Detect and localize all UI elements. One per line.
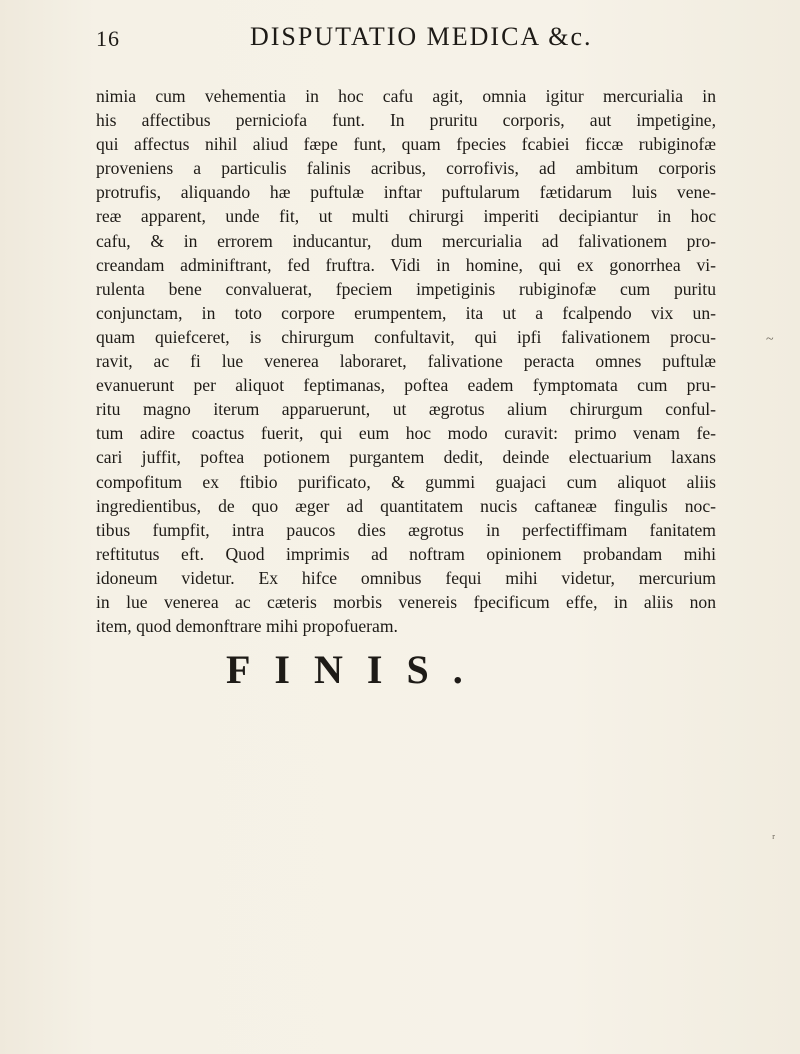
- text-line: proveniens a particulis falinis acribus, corrofivis, ad ambitum corporis: [96, 158, 716, 179]
- paper-speck: ʳ: [772, 832, 776, 847]
- text-line: ravit, ac fi lue venerea laboraret, falivatione peracta omnes puftulæ: [96, 351, 716, 372]
- text-line: item, quod demonftrare mihi propofueram.: [96, 616, 398, 637]
- page-header: [0, 14, 800, 54]
- text-line: quam quiefceret, is chirurgum confultavit, qui ipfi falivationem procu-: [96, 326, 716, 347]
- text-line: ingredientibus, de quo æger ad quantitatem nucis caftaneæ fingulis noc-: [96, 495, 716, 516]
- text-line: in lue venerea ac cæteris morbis venereis fpecificum effe, in aliis non: [96, 591, 716, 612]
- text-line: tibus fumpfit, intra paucos dies ægrotus in perfectiffimam fanitatem: [96, 519, 716, 540]
- text-line: qui affectus nihil aliud fæpe funt, quam fpecies fcabiei ficcæ rubiginofæ: [96, 134, 716, 155]
- body-paragraph: [96, 84, 716, 638]
- running-head: DISPUTATIO MEDICA &c.: [250, 22, 593, 51]
- text-line: creandam adminiftrant, fed fruftra. Vidi in homine, qui ex gonorrhea vi-: [96, 254, 716, 275]
- text-line: ritu magno iterum apparuerunt, ut ægrotus alium chirurgum conful-: [96, 399, 716, 420]
- text-line: reftitutus eft. Quod imprimis ad noftram opinionem probandam mihi: [96, 543, 716, 564]
- text-line: reæ apparent, unde fit, ut multi chirurgi imperiti decipiantur in hoc: [96, 206, 716, 227]
- text-line: idoneum videtur. Ex hifce omnibus fequi mihi videtur, mercurium: [96, 567, 716, 588]
- page-number: 16: [96, 26, 120, 51]
- text-line: compofitum ex ftibio purificato, & gummi guajaci cum aliquot aliis: [96, 471, 716, 492]
- text-line: evanuerunt per aliquot feptimanas, poftea eadem fymptomata cum pru-: [96, 375, 716, 396]
- text-line: cari juffit, poftea potionem purgantem dedit, deinde electuarium laxans: [96, 447, 716, 468]
- text-line: tum adire coactus fuerit, qui eum hoc modo curavit: primo venam fe-: [96, 423, 716, 444]
- finis-heading: FINIS.: [226, 647, 487, 692]
- text-line: conjunctam, in toto corpore erumpentem, ita ut a fcalpendo vix un-: [96, 302, 716, 323]
- text-line: rulenta bene convaluerat, fpeciem impetiginis rubiginofæ cum puritu: [96, 278, 716, 299]
- text-line: protrufis, aliquando hæ puftulæ inftar puftularum fætidarum luis vene-: [96, 182, 716, 203]
- text-line: his affectibus perniciofa funt. In pruritu corporis, aut impetigine,: [96, 110, 716, 131]
- text-line: cafu, & in errorem inducantur, dum mercurialia ad falivationem pro-: [96, 230, 716, 251]
- text-line: nimia cum vehementia in hoc cafu agit, omnia igitur mercurialia in: [96, 86, 716, 106]
- paper-speck: ~: [766, 332, 774, 347]
